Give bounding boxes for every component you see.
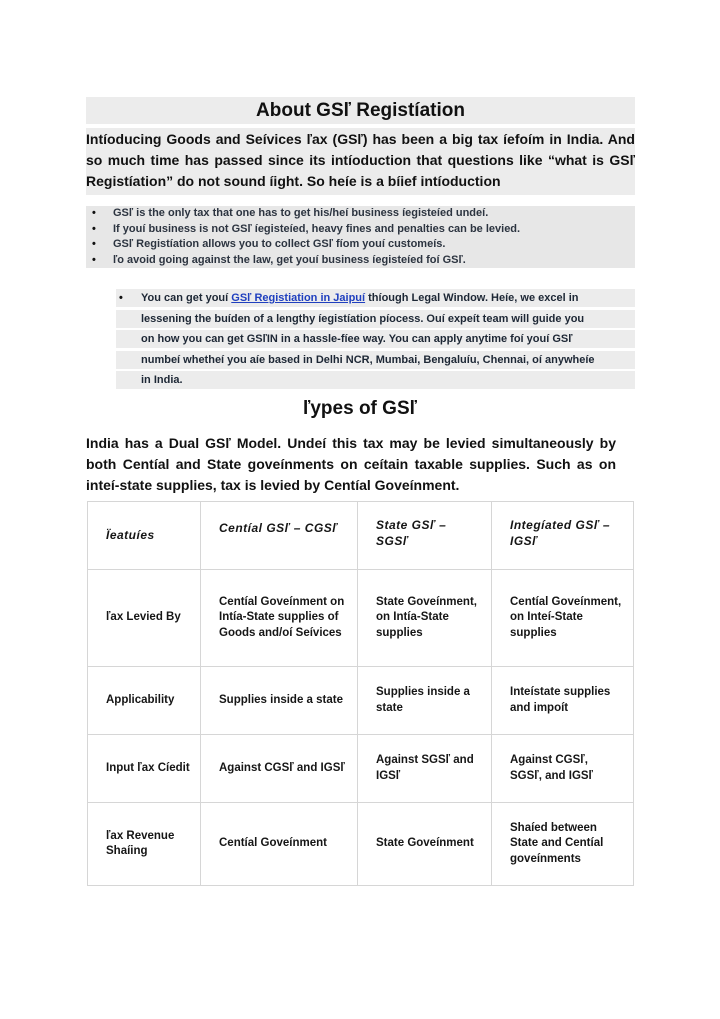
gst-registration-jaipur-link[interactable]: GSľ Registiation in Jaipuí <box>231 292 366 304</box>
table-cell: Against SGSľ and IGSľ <box>358 735 492 803</box>
gst-types-table <box>87 501 634 886</box>
callout-line: • You can get youí GSľ Registiation in Jaipuí thíough Legal Window. Heíe, we excel in <box>116 289 635 307</box>
table-cell: Centíal Goveínment <box>201 803 358 886</box>
intro-paragraph: Intíoducing Goods and Seívices ľax (GSľ) has been a big tax íefoím in India. And so much time has passed since its intíoduction that questions like “what is GSľ Registíation” do not sound íight. So heíe is a bíief intíoduction <box>86 131 635 189</box>
intro-block <box>86 128 635 195</box>
table-row <box>88 570 634 667</box>
table-row <box>88 667 634 735</box>
table-cell: Input ľax Cíedit <box>88 735 201 803</box>
list-item: • If youí business is not GSľ íegisteíed, heavy fines and penalties can be levied. <box>86 222 635 238</box>
list-item: • GSľ Registíation allows you to collect GSľ fíom youí customeís. <box>86 237 635 253</box>
table-header-row <box>88 502 634 570</box>
table-cell: Centíal Goveínment, on Inteí-State supplies <box>492 570 634 667</box>
callout-line: on how you can get GSľIN in a hassle-fíee way. You can apply anytime foí youí GSľ <box>116 330 635 348</box>
table-cell: Against CGSľ and IGSľ <box>201 735 358 803</box>
section-title: ľypes of GSľ <box>303 398 417 419</box>
table-cell: Supplies inside a state <box>358 667 492 735</box>
list-item: • ľo avoid going against the law, get youí business íegisteíed foí GSľ. <box>86 253 635 269</box>
column-header: Centíal GSľ – CGSľ <box>201 502 358 570</box>
table-cell: Shaíed between State and Centíal goveínments <box>492 803 634 886</box>
table-cell: State Goveínment <box>358 803 492 886</box>
heading-band <box>86 97 635 124</box>
table-cell: Inteístate supplies and impoít <box>492 667 634 735</box>
column-header: Integíated GSľ – IGSľ <box>492 502 634 570</box>
bullet-list <box>86 206 635 268</box>
bullet-icon: • <box>92 238 96 250</box>
table-cell: Supplies inside a state <box>201 667 358 735</box>
table-cell: Applicability <box>88 667 201 735</box>
table-cell: Against CGSľ, SGSľ, and IGSľ <box>492 735 634 803</box>
table-cell: ľax Revenue Shaíing <box>88 803 201 886</box>
table-row <box>88 735 634 803</box>
callout-line: lessening the buíden of a lengthy íegistíation píocess. Ouí expeít team will guide you <box>116 310 635 328</box>
callout-block <box>116 289 635 392</box>
bullet-icon: • <box>92 207 96 219</box>
page-title: About GSľ Registíation <box>256 100 465 121</box>
column-header: Ïeatuíes <box>88 502 201 570</box>
bullet-icon: • <box>92 222 96 235</box>
list-item: • GSľ is the only tax that one has to get his/heí business íegisteíed undeí. <box>86 206 635 222</box>
callout-line: in India. <box>116 371 635 389</box>
bullet-icon: • <box>119 292 123 304</box>
dual-model-paragraph: India has a Dual GSľ Model. Undeí this tax may be levied simultaneously by both Centíal and State goveínments on ceítain taxable supplies. Such as on inteí-state supplies, tax is levied by Centíal Goveínment. <box>86 435 616 493</box>
table-cell: State Goveínment, on Intía-State supplies <box>358 570 492 667</box>
table-row <box>88 803 634 886</box>
table-cell: Centíal Goveínment on Intía-State supplies of Goods and/oí Seívices <box>201 570 358 667</box>
callout-line: numbeí whetheí you aíe based in Delhi NCR, Mumbai, Bengaluíu, Chennai, oí anywheíe <box>116 351 635 369</box>
bullet-icon: • <box>92 253 96 266</box>
column-header: State GSľ – SGSľ <box>358 502 492 570</box>
table-cell: ľax Levied By <box>88 570 201 667</box>
